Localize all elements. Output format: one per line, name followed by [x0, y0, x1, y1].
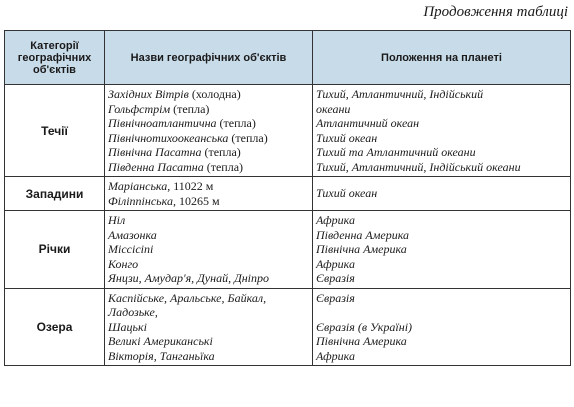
category-cell: Западини — [5, 177, 105, 211]
object-note: , 11022 м — [167, 179, 214, 193]
object-note: (тепла) — [216, 116, 256, 130]
object-note: (холодна) — [188, 87, 241, 101]
table-row-rivers — [5, 211, 571, 289]
names-cell — [105, 177, 313, 211]
names-cell — [105, 288, 313, 366]
header-position: Положення на планеті — [313, 31, 571, 85]
object-name: Великі Американські — [108, 334, 213, 348]
places-cell — [313, 85, 571, 177]
place-line: Південна Америка — [316, 227, 410, 242]
object-name: Маріанська — [108, 179, 168, 193]
table-header-row — [5, 31, 571, 85]
place-line: Тихий та Атлантичний океани — [316, 145, 476, 159]
object-name: Конго — [108, 256, 139, 271]
table-caption: Продовження таблиці — [423, 4, 568, 20]
category-cell: Течії — [5, 85, 105, 177]
place-line: Євразія — [316, 290, 355, 305]
object-name: Янцзи, Амудар'я, Дунай, Дніпро — [108, 271, 269, 285]
place-line: Тихий, Атлантичний, Індійський океани — [316, 159, 521, 174]
places-cell — [313, 211, 571, 289]
object-name: Амазонка — [108, 227, 157, 242]
object-note: (тепла) — [203, 159, 244, 174]
place-line: Євразія — [316, 271, 355, 285]
place-line — [316, 305, 567, 320]
object-name: Філіппінська — [108, 193, 173, 208]
table-row-trenches — [5, 177, 571, 211]
places-cell — [313, 288, 571, 366]
object-name: Вікторія, Танганьїка — [108, 348, 215, 363]
place-line: Африка — [316, 213, 355, 227]
place-line: океани — [316, 101, 351, 116]
table-row-lakes — [5, 288, 571, 366]
object-name: Ніл — [108, 213, 126, 227]
places-cell — [313, 177, 571, 211]
object-name: Північна Пасатна — [108, 145, 202, 159]
category-cell: Озера — [5, 288, 105, 366]
place-line: Африка — [316, 348, 355, 363]
place-line: Тихий океан — [316, 130, 378, 145]
object-note: (тепла) — [228, 130, 268, 145]
object-name: Північнотихоокеанська — [108, 130, 229, 145]
object-note: (тепла) — [201, 145, 241, 159]
object-name: Гольфстрім — [108, 101, 171, 116]
header-category: Категорії географічних об'єктів — [5, 31, 105, 85]
geo-objects-table — [4, 30, 571, 366]
place-line: Північна Америка — [316, 334, 407, 348]
place-line: Північна Америка — [316, 242, 407, 256]
object-name: Північноатлантична — [108, 116, 217, 130]
object-name: Ладозьке, — [108, 305, 158, 319]
object-name: Каспійське, Аральське, Байкал, — [108, 290, 267, 305]
place-line: Африка — [316, 256, 355, 271]
object-note: (тепла) — [170, 101, 210, 116]
object-name: Шацькі — [108, 319, 147, 334]
names-cell — [105, 85, 313, 177]
place-line: Атлантичний океан — [316, 116, 420, 130]
category-cell: Річки — [5, 211, 105, 289]
object-name: Західних Вітрів — [108, 87, 189, 101]
place-line: Євразія (в Україні) — [316, 319, 413, 334]
object-note: , 10265 м — [172, 193, 220, 208]
table-row-currents — [5, 85, 571, 177]
object-name: Південна Пасатна — [108, 159, 204, 174]
names-cell — [105, 211, 313, 289]
place-line: Тихий, Атлантичний, Індійський — [316, 87, 484, 101]
object-name: Міссісіпі — [108, 242, 154, 256]
place-line: Тихий океан — [316, 186, 378, 201]
header-names: Назви географічних об'єктів — [105, 31, 313, 85]
